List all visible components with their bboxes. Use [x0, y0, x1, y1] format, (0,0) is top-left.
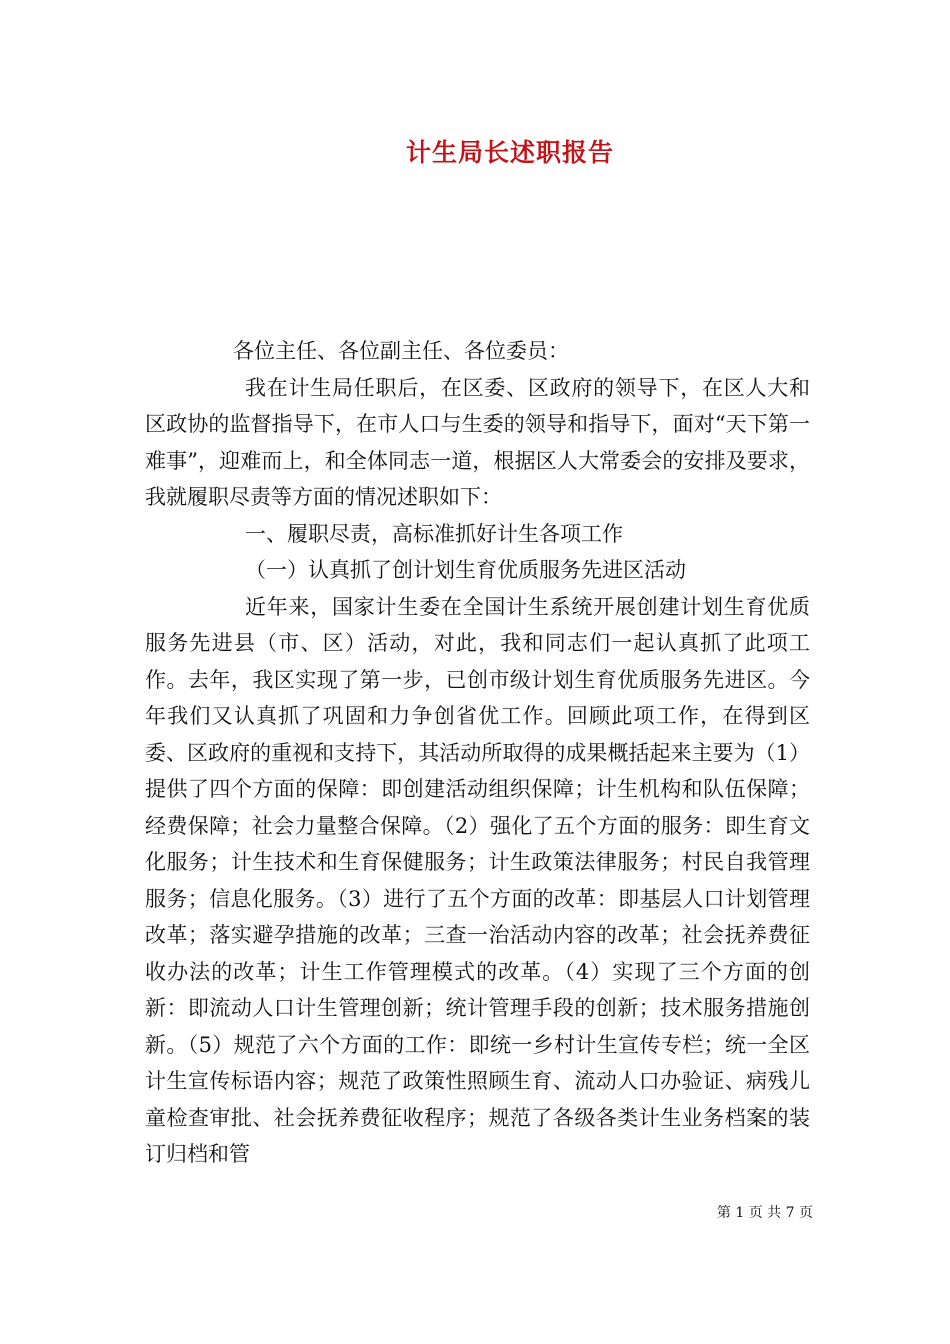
- body-paragraph: 近年来，国家计生委在全国计生系统开展创建计划生育优质服务先进县（市、区）活动，对此，我和同志们一起认真抓了此项工作。去年，我区实现了第一步，已创市级计划生育优质服务先进区。今年我们又认真抓了巩固和力争创省优工作。回顾此项工作，在得到区委、区政府的重视和支持下，其活动所取得的成果概括起来主要为（1）提供了四个方面的保障：即创建活动组织保障；计生机构和队伍保障；经费保障；社会力量整合保障。（2）强化了五个方面的服务：即生育文化服务；计生技术和生育保健服务；计生政策法律服务；村民自我管理服务；信息化服务。（3）进行了五个方面的改革：即基层人口计划管理改革；落实避孕措施的改革；三查一治活动内容的改革；社会抚养费征收办法的改革；计生工作管理模式的改革。（4）实现了三个方面的创新：即流动人口计生管理创新；统计管理手段的创新；技术服务措施创新。（5）规范了六个方面的工作：即统一乡村计生宣传专栏；统一全区计生宣传标语内容；规范了政策性照顾生育、流动人口办验证、病残儿童检查审批、社会抚养费征收程序；规范了各级各类计生业务档案的装订归档和管: [145, 594, 810, 1166]
- subsection-heading: （一）认真抓了创计划生育优质服务先进区活动: [245, 558, 686, 582]
- document-title: 计生局长述职报告: [405, 138, 614, 167]
- document-body: [145, 333, 810, 1173]
- page-number: 第 1 页 共 7 页: [716, 1205, 813, 1221]
- intro-paragraph: 我在计生局任职后，在区委、区政府的领导下，在区人大和区政协的监督指导下，在市人口与生委的领导和指导下，面对“天下第一难事”，迎难而上，和全体同志一道，根据区人大常委会的安排及要求，我就履职尽责等方面的情况述职如下：: [145, 375, 810, 509]
- salutation: 各位主任、各位副主任、各位委员：: [233, 339, 569, 363]
- section-heading: 一、履职尽责，高标准抓好计生各项工作: [245, 521, 623, 546]
